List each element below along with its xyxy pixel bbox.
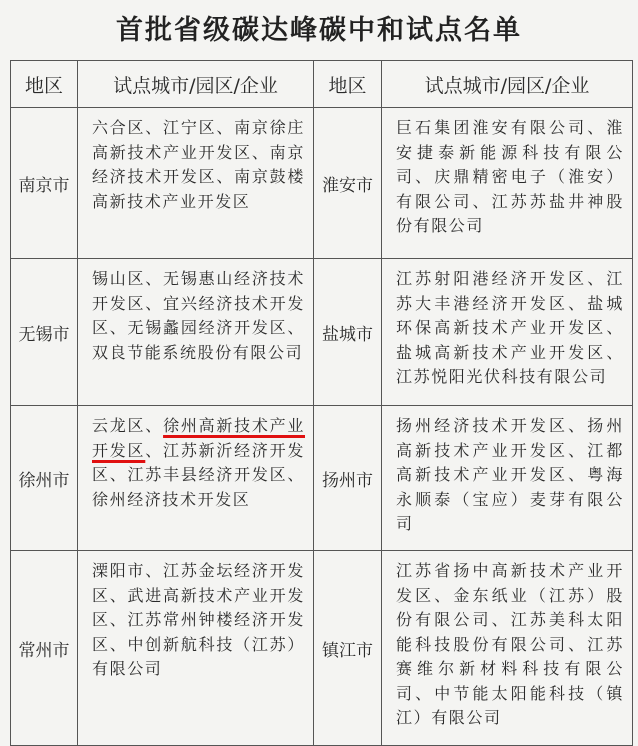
pilot-list-cell: 溧阳市、江苏金坛经济开发区、武进高新技术产业开发区、江苏常州钟楼经济开发区、中创新航科技（江苏）有限公司	[78, 551, 314, 746]
pilot-list-cell	[78, 406, 314, 551]
pilot-list-cell: 巨石集团淮安有限公司、淮安捷泰新能源科技有限公司、庆鼎精密电子（淮安）有限公司、江苏苏盐井神股份有限公司	[382, 108, 633, 259]
header-region-left: 地区	[11, 61, 78, 108]
region-cell: 镇江市	[314, 551, 382, 746]
region-cell: 南京市	[11, 108, 78, 259]
pilot-list-text: 云龙区、	[92, 416, 164, 435]
header-region-right: 地区	[314, 61, 382, 108]
document-title: 首批省级碳达峰碳中和试点名单	[116, 15, 522, 46]
pilot-list-cell: 江苏省扬中高新技术产业开发区、金东纸业（江苏）股份有限公司、江苏美科太阳能科技股份有限公司、江苏赛维尔新材料科技有限公司、中节能太阳能科技（镇江）有限公司	[382, 551, 633, 746]
pilot-list-cell: 六合区、江宁区、南京徐庄高新技术产业开发区、南京经济技术开发区、南京鼓楼高新技术产业开发区	[78, 108, 314, 259]
table-header-row	[11, 61, 633, 108]
table-row	[11, 108, 633, 259]
pilot-list-cell: 扬州经济技术开发区、扬州高新技术产业开发区、江都高新技术产业开发区、粤海永顺泰（宝应）麦芽有限公司	[382, 406, 633, 551]
pilot-list-cell: 锡山区、无锡惠山经济技术开发区、宜兴经济技术开发区、无锡蠡园经济开发区、双良节能系统股份有限公司	[78, 259, 314, 406]
region-cell: 徐州市	[11, 406, 78, 551]
region-cell: 常州市	[11, 551, 78, 746]
header-pilots-right: 试点城市/园区/企业	[382, 61, 633, 108]
table-row	[11, 259, 633, 406]
region-cell: 无锡市	[11, 259, 78, 406]
pilot-list-table	[10, 60, 633, 746]
pilot-list-text: 、江苏新沂经济开发区、江苏丰县经济开发区、徐州经济技术开发区	[92, 440, 305, 509]
header-pilots-left: 试点城市/园区/企业	[78, 61, 314, 108]
pilot-list-cell: 江苏射阳港经济开发区、江苏大丰港经济开发区、盐城环保高新技术产业开发区、盐城高新技术产业开发区、江苏悦阳光伏科技有限公司	[382, 259, 633, 406]
region-cell: 扬州市	[314, 406, 382, 551]
region-cell: 淮安市	[314, 108, 382, 259]
table-row	[11, 551, 633, 746]
table-row	[11, 406, 633, 551]
highlighted-pilot-zone: 徐州高新技术产业开发区	[92, 416, 305, 460]
region-cell: 盐城市	[314, 259, 382, 406]
